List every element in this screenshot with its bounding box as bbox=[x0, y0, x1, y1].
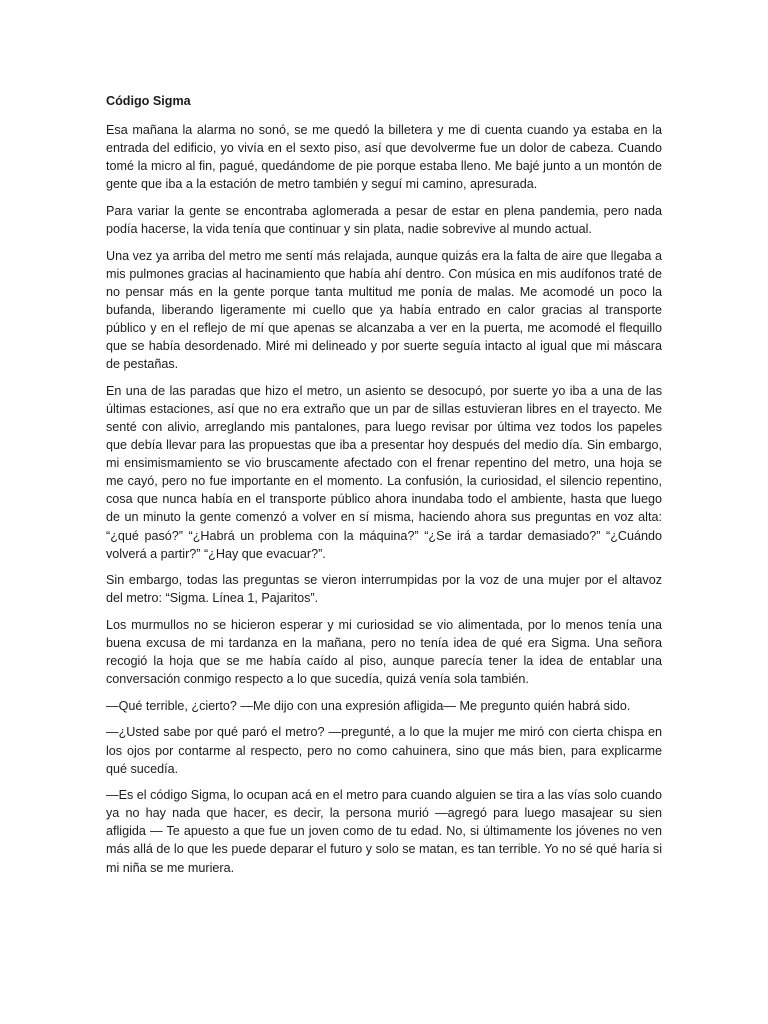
paragraph-4: En una de las paradas que hizo el metro, un asiento se desocupó, por suerte yo iba a una de las últimas estaciones, así que no era extraño que un par de sillas estuvieran libres en el trayecto. Me senté con alivio, arreglando mis pantalones, para luego revisar por última vez todos los papeles que debía llevar para las propuestas que iba a presentar hoy después del medio día. Sin embargo, mi ensimismamiento se vio bruscamente afectado con el frenar repentino del metro, una hoja se me cayó, pero no fue importante en el momento. La confusión, la curiosidad, el silencio repentino, cosa que nunca había en el transporte público ahora inundaba todo el ambiente, hasta que luego de un minuto la gente comenzó a volver en sí misma, haciendo ahora sus preguntas en voz alta: “¿qué pasó?” “¿Habrá un problema con la máquina?” “¿Se irá a tardar demasiado?” “¿Cuándo volverá a partir?” “¿Hay que evacuar?”. bbox=[106, 383, 662, 561]
paragraph-8: —¿Usted sabe por qué paró el metro? —pregunté, a lo que la mujer me miró con cierta chispa en los ojos por contarme al respecto, pero no como cahuinera, sino que más bien, para explicarme qué sucedía. bbox=[106, 725, 662, 776]
paragraph-9: —Es el código Sigma, lo ocupan acá en el metro para cuando alguien se tira a las vías solo cuando ya no hay nada que hacer, es decir, la persona murió —agregó para luego masajear su sien afligida — Te apuesto a que fue un joven como de tu edad. No, si últimamente los jóvenes no ven más allá de lo que les puede deparar el futuro y solo se matan, es tan terrible. Yo no sé qué haría si mi niña se me muriera. bbox=[106, 788, 662, 875]
paragraph-5: Sin embargo, todas las preguntas se vieron interrumpidas por la voz de una mujer por el altavoz del metro: “Sigma. Línea 1, Pajaritos”. bbox=[106, 573, 662, 606]
document-title: Código Sigma bbox=[106, 94, 191, 108]
paragraph-7: —Qué terrible, ¿cierto? —Me dijo con una expresión afligida— Me pregunto quién habrá sido. bbox=[106, 698, 631, 713]
paragraph-2: Para variar la gente se encontraba aglomerada a pesar de estar en plena pandemia, pero nada podía hacerse, la vida tenía que continuar y sin plata, nadie sobrevive al mundo actual. bbox=[106, 203, 662, 237]
paragraph-6: Los murmullos no se hicieron esperar y mi curiosidad se vio alimentada, por lo menos tenía una buena excusa de mi tardanza en la mañana, pero no tenía idea de qué era Sigma. Una señora recogió la hoja que se me había caído al piso, aunque parecía tener la idea de entablar una conversación conmigo respecto a lo que sucedía, quizá venía sola también. bbox=[106, 617, 662, 687]
document-page bbox=[106, 92, 662, 885]
paragraph-1: Esa mañana la alarma no sonó, se me quedó la billetera y me di cuenta cuando ya estaba en la entrada del edificio, yo vivía en el sexto piso, así que devolverme fue un dolor de cabeza. Cuando tomé la micro al fin, pagué, quedándome de pie porque estaba lleno. Me bajé junto a un montón de gente que iba a la estación de metro también y seguí mi camino, apresurada. bbox=[106, 123, 662, 192]
paragraph-3: Una vez ya arriba del metro me sentí más relajada, aunque quizás era la falta de aire que llegaba a mis pulmones gracias al hacinamiento que había ahí dentro. Con música en mis audífonos traté de no pensar más en la gente porque tanta multitud me ponía de malas. Me acomodé un poco la bufanda, liberando ligeramente mi cuello que ya había entrado en calor gracias al transporte público y en el reflejo de mí que apenas se alcanzaba a ver en la puerta, me acomodé el flequillo que se había desordenado. Miré mi delineado y por suerte seguía intacto al igual que mi máscara de pestañas. bbox=[106, 248, 662, 372]
